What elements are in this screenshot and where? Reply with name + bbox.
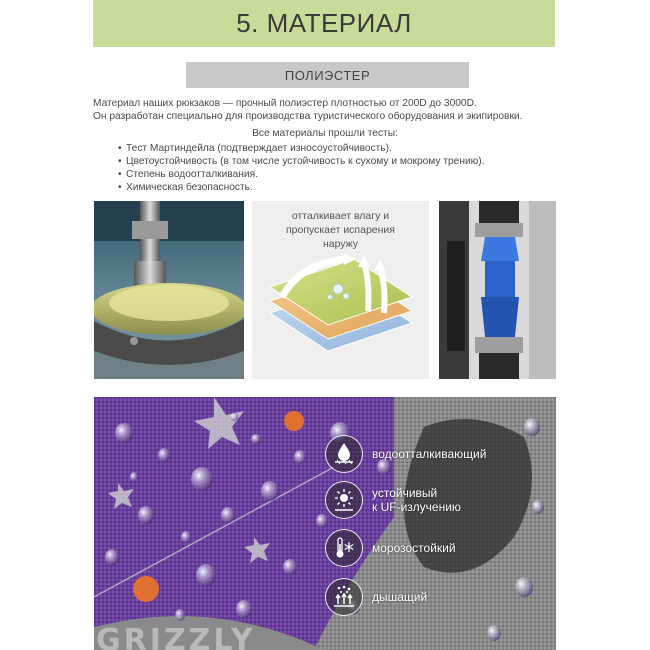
thermometer-snowflake-icon: [325, 529, 363, 567]
feature-label-line: водоотталкивающий: [372, 447, 487, 461]
title-band: [93, 0, 555, 47]
martindale-tester-photo: [94, 201, 244, 379]
section-subtitle: ПОЛИЭСТЕР: [284, 67, 371, 83]
list-item: • Степень водоотталкивания.: [118, 168, 485, 181]
feature-label: [372, 486, 461, 514]
feature-frost-resistant: [325, 529, 456, 567]
feature-label: [372, 590, 427, 604]
membrane-caption: [252, 209, 429, 251]
page-title: 5. МАТЕРИАЛ: [236, 8, 412, 38]
feature-label: [372, 541, 456, 555]
caption-line: наружу: [322, 238, 359, 250]
membrane-diagram: [252, 201, 429, 379]
fabric-banner: [94, 397, 556, 650]
caption-line: пропускает испарения: [286, 224, 395, 236]
feature-label: [372, 447, 486, 461]
list-item: • Тест Мартиндейла (подтверждает износоустойчивость).: [118, 142, 485, 155]
feature-uv-resistant: [325, 481, 461, 519]
feature-label-line: к UF-излучению: [372, 500, 461, 514]
brand-logo: GRIZZLY: [96, 623, 256, 650]
subtitle-band: [186, 62, 469, 88]
tests-heading: Все материалы прошли тесты:: [252, 128, 398, 139]
intro-line: Он разработан специально для производства туристического оборудования и экипировки.: [93, 111, 523, 122]
feature-label-line: устойчивый: [372, 486, 438, 500]
intro-text: [93, 97, 563, 123]
tensile-tester-photo: [439, 201, 556, 379]
feature-label-line: дышащий: [372, 590, 428, 604]
caption-line: отталкивает влагу и: [291, 210, 390, 222]
feature-water-repellent: [325, 435, 486, 473]
list-item: • Химическая безопасность.: [118, 181, 485, 194]
list-item: • Цветоустойчивость (в том числе устойчивость к сухому и мокрому трению).: [118, 155, 485, 168]
intro-line: Материал наших рюкзаков — прочный полиэстер плотностью от 200D до 3000D.: [93, 98, 477, 109]
tests-list: [118, 142, 485, 194]
breathable-arrows-icon: [325, 578, 363, 616]
feature-breathable: [325, 578, 427, 616]
sun-icon: [325, 481, 363, 519]
water-drop-icon: [325, 435, 363, 473]
feature-label-line: морозостойкий: [372, 541, 456, 555]
